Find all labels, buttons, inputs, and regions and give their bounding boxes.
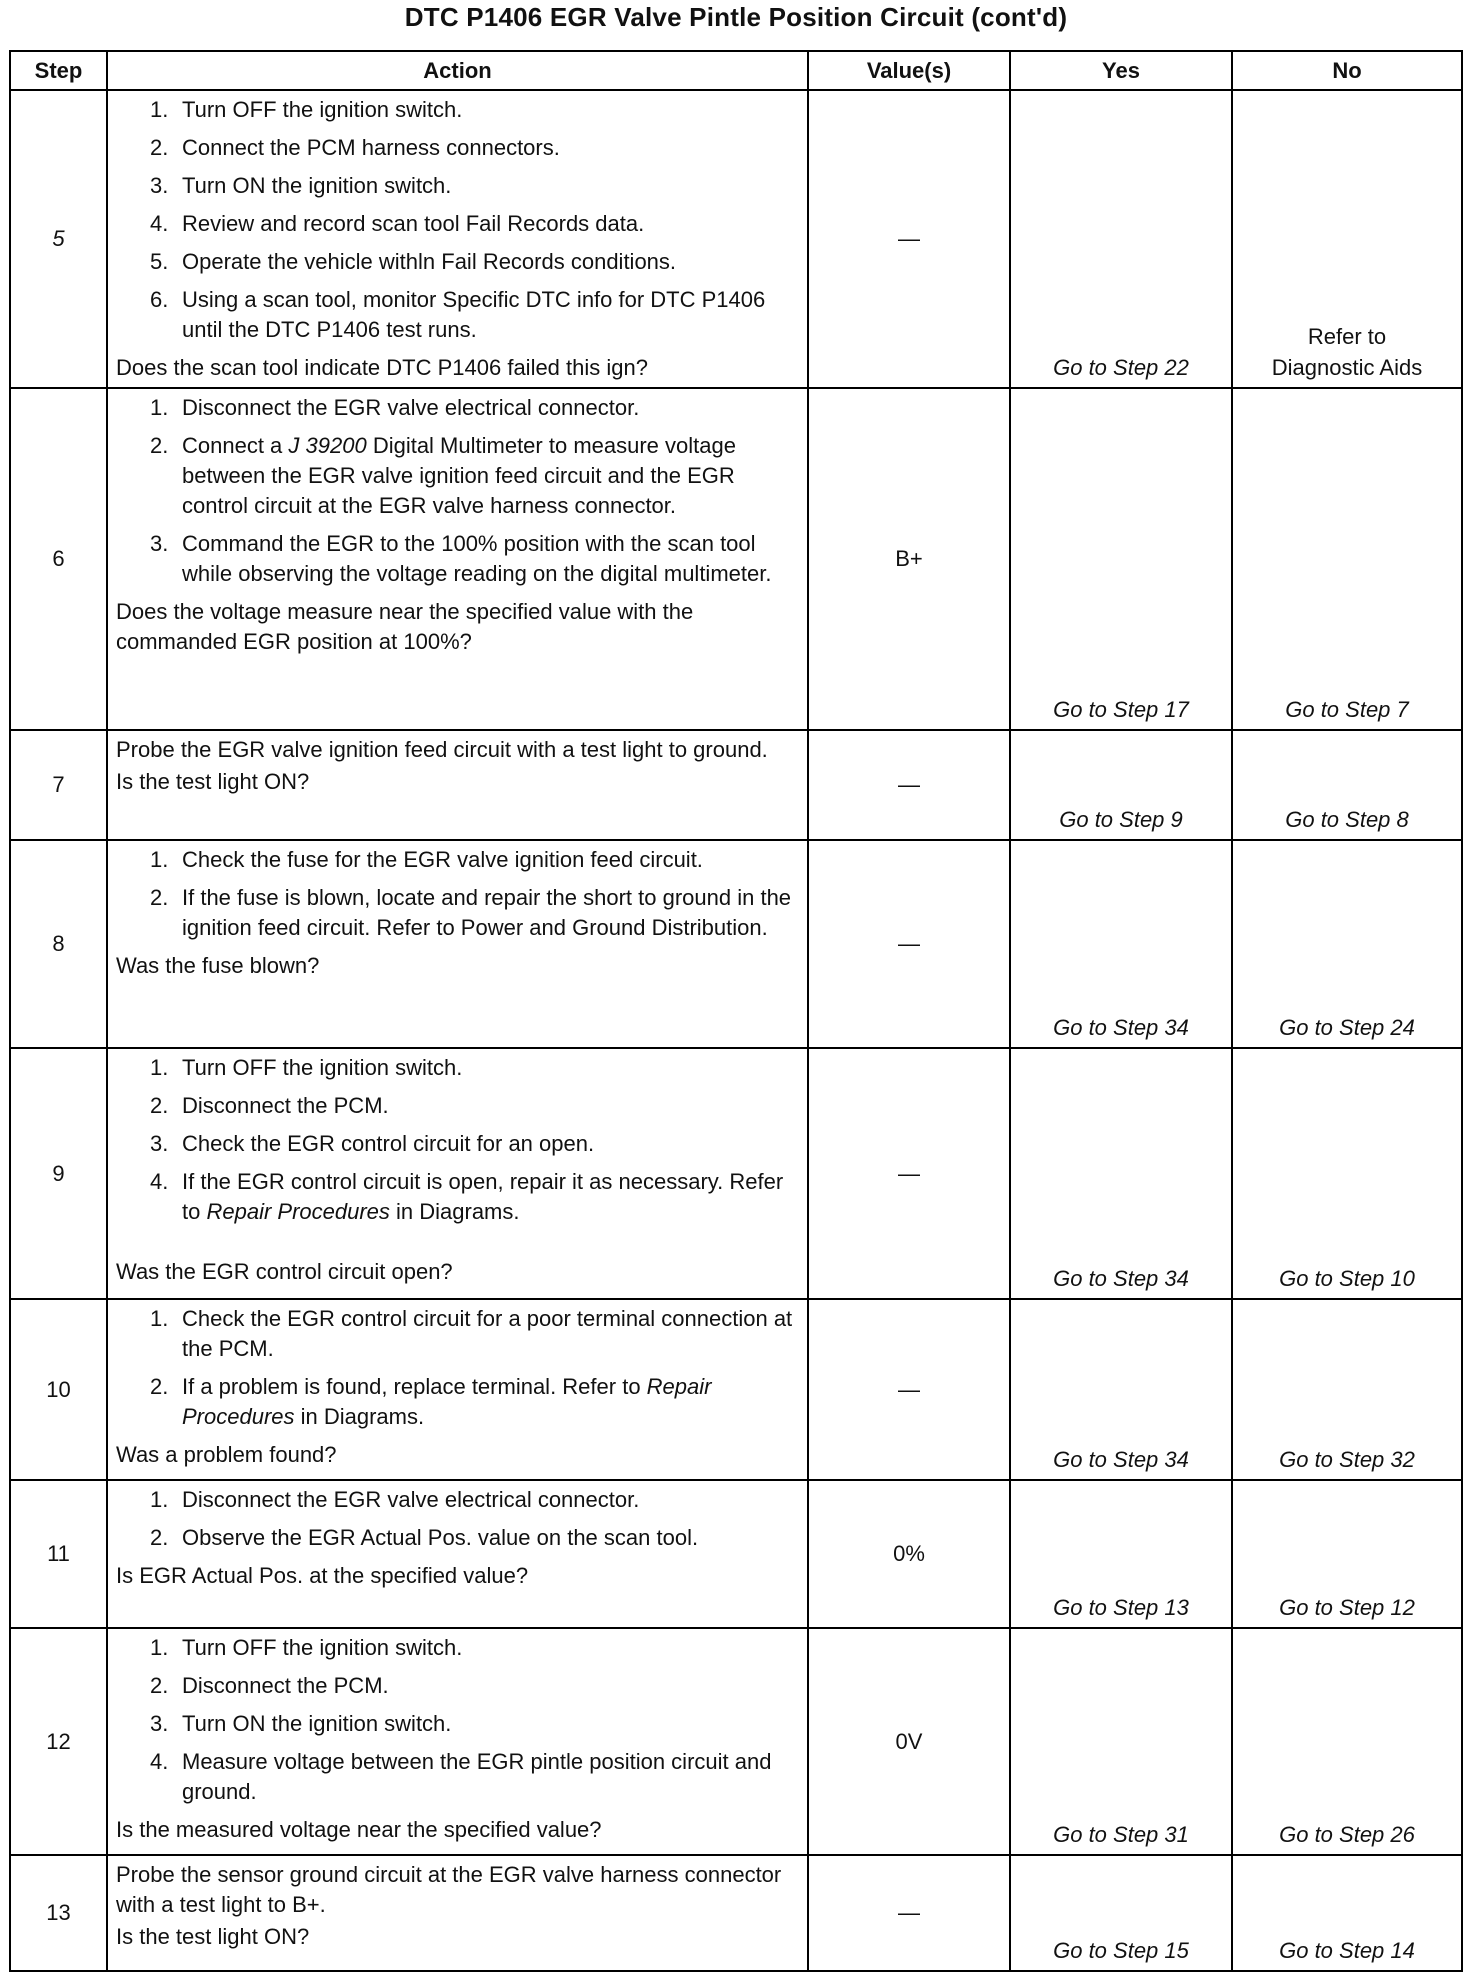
- step-text: Check the EGR control circuit for a poor terminal connection at the PCM.: [182, 1306, 793, 1362]
- step-index: 4.: [150, 211, 169, 236]
- action-steps: [116, 1304, 801, 1432]
- step-reference: Repair Procedures: [182, 1374, 712, 1430]
- step-text: Disconnect the PCM.: [182, 1092, 389, 1118]
- step-question: Is the test light ON?: [116, 768, 310, 794]
- action-steps: [116, 1053, 801, 1227]
- step-text: Measure voltage between the EGR pintle position circuit and ground.: [182, 1749, 772, 1805]
- step-index: 1.: [150, 1306, 169, 1332]
- header-action: Action: [107, 51, 808, 90]
- step-number: 7: [10, 730, 107, 840]
- table-row: [10, 1048, 1462, 1300]
- step-index: 3.: [150, 530, 169, 556]
- step-text: Review and record scan tool Fail Records data.: [182, 211, 645, 236]
- spacer: [116, 1235, 801, 1257]
- action-steps: [116, 1633, 801, 1807]
- action-step: [150, 209, 801, 239]
- value-cell: —: [808, 90, 1010, 388]
- value-cell: —: [808, 730, 1010, 840]
- step-question: Does the scan tool indicate DTC P1406 failed this ign?: [116, 355, 648, 380]
- action-step: [150, 1633, 801, 1663]
- step-index: 4.: [150, 1168, 169, 1194]
- action-step: [150, 1747, 801, 1807]
- step-index: 2.: [150, 1092, 169, 1118]
- value-cell: 0%: [808, 1480, 1010, 1628]
- no-action: Go to Step 26: [1232, 1628, 1462, 1855]
- action-steps: [116, 845, 801, 943]
- step-number: 8: [10, 840, 107, 1048]
- step-question: Is EGR Actual Pos. at the specified value?: [116, 1562, 529, 1588]
- no-action: Go to Step 12: [1232, 1480, 1462, 1628]
- step-text-tail: in Diagrams.: [389, 1198, 520, 1224]
- value-cell: 0V: [808, 1628, 1010, 1855]
- action-step: [150, 431, 801, 521]
- step-text: Observe the EGR Actual Pos. value on the scan tool.: [182, 1524, 699, 1550]
- yes-action: Go to Step 34: [1010, 1048, 1232, 1300]
- step-text: Using a scan tool, monitor Specific DTC info for DTC P1406 until the DTC P1406 test runs.: [182, 287, 766, 342]
- step-text: Connect the PCM harness connectors.: [182, 135, 560, 160]
- step-index: 2.: [150, 135, 169, 160]
- action-step: [150, 1129, 801, 1159]
- step-text-tail: Digital Multimeter to measure voltage between the EGR valve ignition feed circuit and the EGR control circuit at the EGR valve harness connector.: [182, 432, 736, 518]
- step-question: Does the voltage measure near the specified value with the commanded EGR position at 100%?: [116, 598, 694, 654]
- step-number: 11: [10, 1480, 107, 1628]
- step-text: Turn OFF the ignition switch.: [182, 1054, 463, 1080]
- table-row: [10, 730, 1462, 840]
- table-row: [10, 840, 1462, 1048]
- table-row: [10, 90, 1462, 388]
- value-cell: —: [808, 840, 1010, 1048]
- step-reference: Repair Procedures: [206, 1198, 390, 1224]
- step-index: 1.: [150, 1486, 169, 1512]
- action-cell: [107, 840, 808, 1048]
- header-no: No: [1232, 51, 1462, 90]
- step-question: Was the EGR control circuit open?: [116, 1258, 453, 1284]
- step-number: 6: [10, 388, 107, 730]
- step-text: Turn OFF the ignition switch.: [182, 1635, 463, 1661]
- step-index: 2.: [150, 1673, 169, 1699]
- step-number: 10: [10, 1299, 107, 1479]
- action-text: Probe the sensor ground circuit at the EGR valve harness connector with a test light to B+.: [116, 1861, 782, 1917]
- table-row: [10, 1628, 1462, 1855]
- step-index: 2.: [150, 432, 169, 458]
- value-cell: B+: [808, 388, 1010, 730]
- action-step: [150, 95, 801, 125]
- step-text: If a problem is found, replace terminal. Refer to: [182, 1374, 647, 1400]
- no-action: Go to Step 7: [1232, 388, 1462, 730]
- step-number: 13: [10, 1855, 107, 1971]
- value-cell: —: [808, 1048, 1010, 1300]
- action-cell: [107, 90, 808, 388]
- step-text: Disconnect the EGR valve electrical connector.: [182, 394, 640, 420]
- no-action: Go to Step 32: [1232, 1299, 1462, 1479]
- action-step: [150, 529, 801, 589]
- action-steps: [116, 393, 801, 589]
- action-step: [150, 1671, 801, 1701]
- table-row: [10, 1299, 1462, 1479]
- action-text: Probe the EGR valve ignition feed circuit with a test light to ground.: [116, 736, 768, 762]
- step-number: 9: [10, 1048, 107, 1300]
- step-text: Command the EGR to the 100% position with the scan tool while observing the voltage reading on the digital multimeter.: [182, 530, 772, 586]
- step-question: Was a problem found?: [116, 1442, 337, 1468]
- step-index: 3.: [150, 1711, 169, 1737]
- step-text: Disconnect the PCM.: [182, 1673, 389, 1699]
- step-number: 12: [10, 1628, 107, 1855]
- header-values: Value(s): [808, 51, 1010, 90]
- step-text: Check the EGR control circuit for an open.: [182, 1130, 595, 1156]
- action-step: [150, 1372, 801, 1432]
- step-index: 4.: [150, 1749, 169, 1775]
- step-index: 2.: [150, 1524, 169, 1550]
- table-row: [10, 1855, 1462, 1971]
- header-yes: Yes: [1010, 51, 1232, 90]
- action-step: [150, 1709, 801, 1739]
- step-index: 2.: [150, 1374, 169, 1400]
- action-step: [150, 1304, 801, 1364]
- action-cell: [107, 1855, 808, 1971]
- step-index: 1.: [150, 394, 169, 420]
- step-index: 5.: [150, 249, 169, 274]
- step-text: Operate the vehicle withln Fail Records conditions.: [182, 249, 677, 274]
- action-step: [150, 1485, 801, 1515]
- yes-action: Go to Step 15: [1010, 1855, 1232, 1971]
- yes-action: Go to Step 9: [1010, 730, 1232, 840]
- step-index: 2.: [150, 884, 169, 910]
- no-action: Go to Step 10: [1232, 1048, 1462, 1300]
- action-step: [150, 285, 801, 345]
- step-question: Was the fuse blown?: [116, 952, 320, 978]
- action-step: [150, 171, 801, 201]
- yes-action: Go to Step 31: [1010, 1628, 1232, 1855]
- step-text: Connect a: [182, 432, 289, 458]
- step-question: Is the measured voltage near the specified value?: [116, 1817, 602, 1843]
- no-action: Go to Step 14: [1232, 1855, 1462, 1971]
- action-cell: [107, 1628, 808, 1855]
- page-title: DTC P1406 EGR Valve Pintle Position Circuit (cont'd): [404, 2, 1068, 32]
- diagnostic-table: [9, 50, 1463, 1972]
- yes-action: Go to Step 34: [1010, 1299, 1232, 1479]
- table-row: [10, 388, 1462, 730]
- step-text: Disconnect the EGR valve electrical connector.: [182, 1486, 640, 1512]
- step-index: 6.: [150, 287, 169, 312]
- table-row: [10, 1480, 1462, 1628]
- step-text: If the fuse is blown, locate and repair the short to ground in the ignition feed circuit. Refer to Power and Ground Distribution.: [182, 884, 792, 940]
- action-cell: [107, 1299, 808, 1479]
- value-cell: —: [808, 1855, 1010, 1971]
- yes-action: Go to Step 22: [1010, 90, 1232, 388]
- action-cell: [107, 388, 808, 730]
- step-text: If the EGR control circuit is open, repair it as necessary. Refer to: [182, 1168, 784, 1224]
- value-cell: —: [808, 1299, 1010, 1479]
- step-index: 1.: [150, 1054, 169, 1080]
- action-step: [150, 845, 801, 875]
- action-steps: [116, 1485, 801, 1553]
- yes-action: Go to Step 34: [1010, 840, 1232, 1048]
- action-step: [150, 1523, 801, 1553]
- action-step: [150, 1053, 801, 1083]
- step-index: 1.: [150, 1635, 169, 1661]
- action-steps: [116, 95, 801, 345]
- step-text: Turn ON the ignition switch.: [182, 173, 452, 198]
- header-step: Step: [10, 51, 107, 90]
- step-index: 3.: [150, 173, 169, 198]
- action-step: [150, 133, 801, 163]
- action-cell: [107, 1480, 808, 1628]
- no-action: Go to Step 8: [1232, 730, 1462, 840]
- action-step: [150, 393, 801, 423]
- yes-action: Go to Step 17: [1010, 388, 1232, 730]
- step-question: Is the test light ON?: [116, 1923, 310, 1949]
- step-reference: J 39200: [288, 432, 367, 458]
- action-step: [150, 1091, 801, 1121]
- step-index: 3.: [150, 1130, 169, 1156]
- no-action: Refer to Diagnostic Aids: [1232, 90, 1462, 388]
- step-index: 1.: [150, 846, 169, 872]
- action-cell: [107, 730, 808, 840]
- step-text-tail: in Diagrams.: [294, 1404, 425, 1430]
- step-text: Turn ON the ignition switch.: [182, 1711, 452, 1737]
- step-text: Check the fuse for the EGR valve ignition feed circuit.: [182, 846, 703, 872]
- step-text: Turn OFF the ignition switch.: [182, 97, 463, 122]
- step-number: 5: [10, 90, 107, 388]
- action-step: [150, 1167, 801, 1227]
- yes-action: Go to Step 13: [1010, 1480, 1232, 1628]
- no-action: Go to Step 24: [1232, 840, 1462, 1048]
- action-step: [150, 247, 801, 277]
- header-row: [10, 51, 1462, 90]
- action-cell: [107, 1048, 808, 1300]
- step-index: 1.: [150, 97, 169, 122]
- action-step: [150, 883, 801, 943]
